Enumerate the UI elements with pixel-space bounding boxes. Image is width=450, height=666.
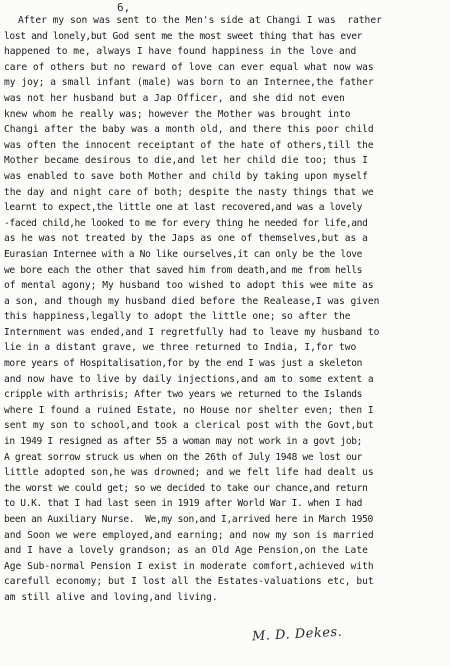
text-line: of mental agony; My husband too wished to adopt this wee mite as (4, 280, 374, 292)
text-line: and I have a lovely grandson; as an Old Age Pension,on the Late (4, 545, 368, 557)
letter-body (4, 13, 448, 606)
text-line: knew whom he really was; however the Mother was brought into (4, 108, 351, 120)
text-line: Internment was ended,and I regretfully had to leave my husband to (4, 326, 380, 338)
text-line: -faced child,he looked to me for every thing he needed for life,and (4, 217, 368, 229)
page-number: 6, (117, 1, 131, 14)
text-line: as he was not treated by the Japs as one of themselves,but as a (4, 233, 368, 245)
text-line: the day and night care of both; despite the nasty things that we (4, 186, 374, 198)
text-line: been an Auxiliary Nurse. We,my son,and I,arrived here in March 1950 (4, 514, 373, 525)
text-line: in 1949 I resigned as after 55 a woman may not work in a govt job; (4, 436, 363, 448)
text-line: where I found a ruined Estate, no House nor shelter even; then I (4, 404, 374, 416)
text-line: and Soon we were employed,and earning; and now my son is married (4, 529, 374, 541)
text-line: the worst we could get; so we decided to take our chance,and return (4, 482, 368, 494)
text-line: Changi after the baby was a month old, and there this poor child (4, 124, 374, 136)
text-line: A great sorrow struck us when on the 26th of July 1948 we lost our (4, 451, 363, 463)
text-line: a son, and though my husband died before the Realease,I was given (4, 295, 380, 307)
text-line: am still alive and loving,and living. (4, 591, 218, 603)
text-line: was not her husband but a Jap Officer, and she did not even (4, 92, 345, 104)
text-line: more years of Hospitalisation,for by the end I was just a skeleton (4, 358, 363, 370)
text-line: learnt to expect,the little one at last recovered,and was a lovely (4, 202, 363, 214)
text-line: this happiness,legally to adopt the little one; so after the (4, 311, 351, 323)
text-line: Eurasian Internee with a No like ourselves,it can only be the love (4, 248, 363, 260)
text-line: sent my son to school,and took a clerical post with the Govt,but (4, 420, 374, 432)
text-line: care of others but no reward of love can ever equal what now was (4, 61, 374, 73)
text-line: cripple with arthrisis; After two years we returned to the Islands (4, 389, 363, 401)
handwritten-signature: M. D. Dekes. (251, 624, 343, 645)
text-line: After my son was sent to the Men's side at Changi I was rather (18, 15, 382, 26)
text-line: and now have to live by daily injections,and am to some extent a (4, 373, 374, 385)
text-line: little adopted son,he was drowned; and we felt life had dealt us (4, 467, 374, 479)
text-line: we bore each the other that saved him from death,and me from hells (4, 264, 363, 276)
text-line: my joy; a small infant (male) was born to an Internee,the father (4, 77, 374, 89)
text-line: Mother became desirous to die,and let her child die too; thus I (4, 155, 368, 167)
text-line: was enabled to save both Mother and child by taking upon myself (4, 170, 368, 182)
text-line: happened to me, always I have found happiness in the love and (4, 46, 357, 58)
text-line: was often the innocent receiptant of the hate of others,till the (4, 139, 374, 151)
text-line: to U.K. that I had last seen in 1919 after World War I. when I had (4, 498, 363, 510)
text-line: carefull economy; but I lost all the Estates-valuations etc, but (4, 576, 374, 588)
text-line: Age Sub-normal Pension I exist in moderate comfort,achieved with (4, 560, 374, 572)
text-line: lost and lonely,but God sent me the most sweet thing that has ever (4, 30, 363, 42)
text-line: lie in a distant grave, we three returned to India, I,for two (4, 342, 357, 354)
